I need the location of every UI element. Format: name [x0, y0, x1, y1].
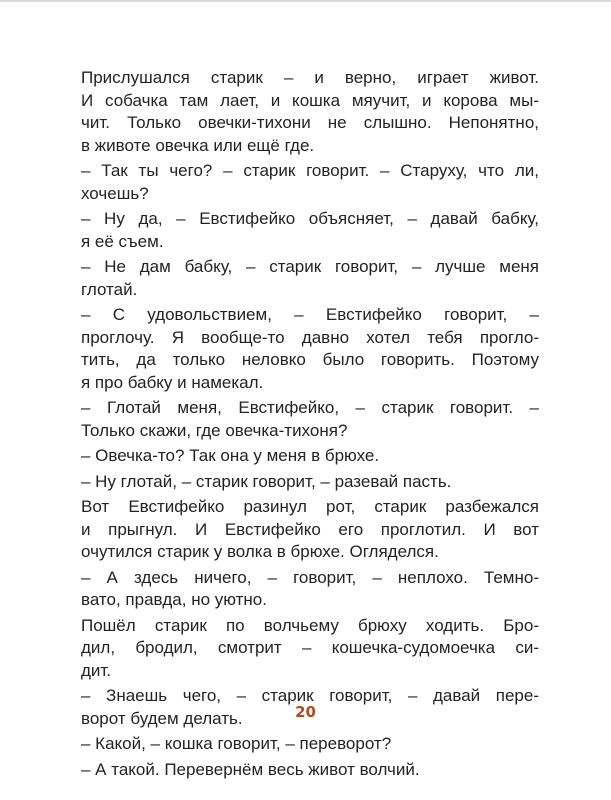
text-line: – С удовольствием, – Евстифейко говорит, –: [81, 305, 539, 324]
text-line: – Ну да, – Евстифейко объясняет, – давай бабку,: [81, 209, 539, 228]
text-line: глотай.: [81, 279, 138, 299]
text-line: очутился старик у волка в брюхе. Огляделся.: [81, 542, 439, 561]
text-line: – А здесь ничего, – говорит, – неплохо. Темно-: [81, 567, 539, 587]
text-line: – Какой, – кошка говорит, – переворот?: [81, 734, 392, 753]
text-line: проглочу. Я вообще-то давно хотел тебя прогло-: [81, 327, 539, 347]
text-line: я про бабку и намекал.: [81, 372, 264, 392]
text-line: – Так ты чего? – старик говорит. – Старуху, что ли,: [81, 161, 539, 180]
text-line: я её съем.: [81, 231, 164, 251]
page-body-text: [81, 67, 539, 781]
text-line: – Глотай меня, Евстифейко, – старик говорит. –: [81, 398, 539, 417]
text-line: хочешь?: [81, 183, 149, 203]
text-line: дил, бродил, смотрит – кошечка-судомоечка си-: [81, 638, 539, 657]
text-line: дит.: [81, 660, 112, 680]
text-line: – А такой. Перевернём весь живот волчий.: [81, 759, 420, 779]
text-line: – Ну глотай, – старик говорит, – разевай пасть.: [81, 471, 452, 491]
page-top-border: [0, 0, 611, 2]
text-line: ворот будем делать.: [81, 708, 243, 728]
page-number: 20: [295, 703, 316, 721]
text-line: Вот Евстифейко разинул рот, старик разбежался: [81, 497, 539, 516]
text-line: Пошёл старик по волчьему брюху ходить. Бро-: [81, 615, 539, 635]
text-line: и прыгнул. И Евстифейко его проглотил. И вот: [81, 519, 539, 539]
text-line: – Не дам бабку, – старик говорит, – лучше меня: [81, 257, 539, 276]
text-line: – Знаешь чего, – старик говорит, – давай пере-: [81, 686, 539, 705]
text-line: тить, да только неловко было говорить. Поэтому: [81, 350, 539, 369]
text-line: И собачка там лает, и кошка мяучит, и корова мы-: [81, 90, 539, 110]
text-line: – Овечка-то? Так она у меня в брюхе.: [81, 446, 380, 465]
text-line: в животе овечка или ещё где.: [81, 135, 315, 155]
text-line: чит. Только овечки-тихони не слышно. Непонятно,: [81, 113, 539, 132]
text-line: Только скажи, где овечка-тихоня?: [81, 420, 348, 440]
text-line: вато, правда, но уютно.: [81, 590, 267, 609]
text-line: Прислушался старик – и верно, играет живот.: [81, 68, 539, 87]
